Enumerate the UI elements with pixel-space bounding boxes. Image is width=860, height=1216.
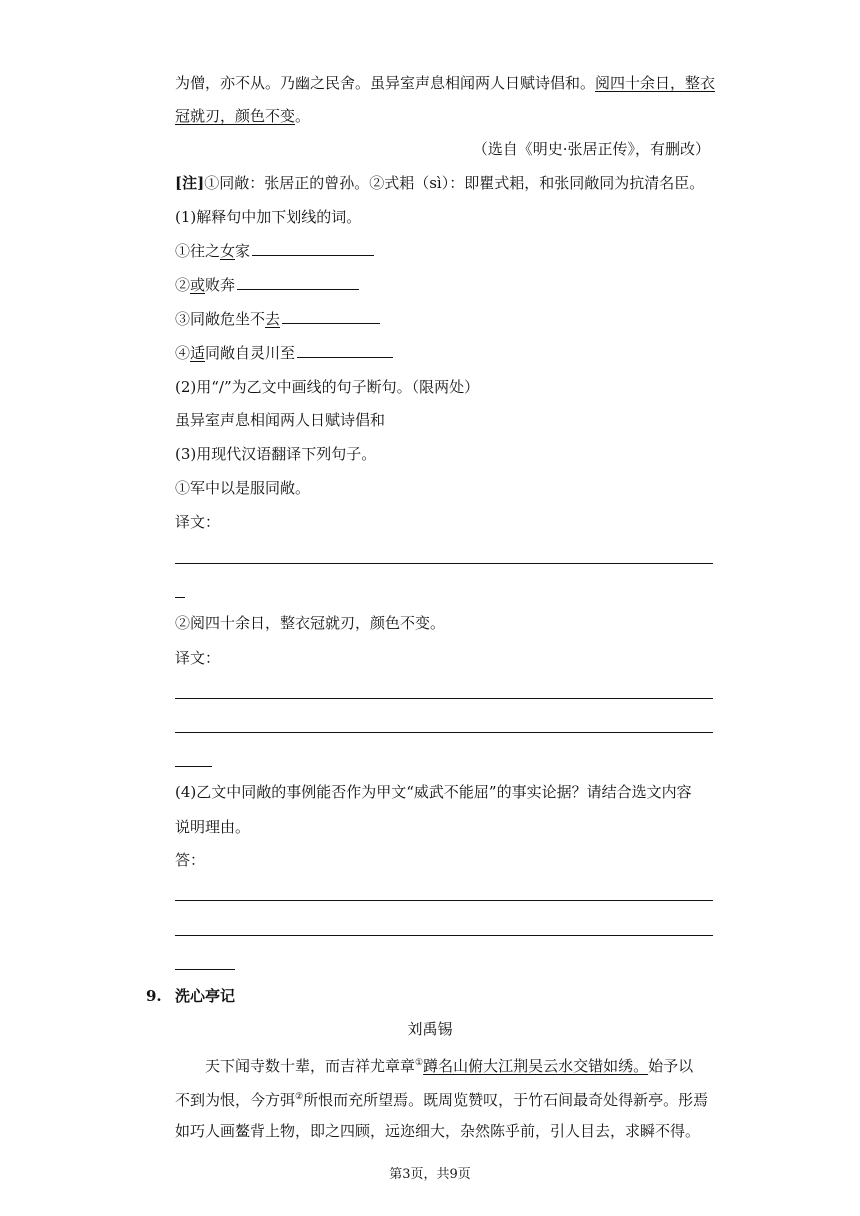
item-prefix: ② xyxy=(175,276,191,294)
passage-text: 所恨而充所望焉。既周览赞叹，于竹石间最奇处得新亭。彤焉 xyxy=(303,1091,709,1109)
question-number: 9. xyxy=(146,987,162,1005)
answer-line[interactable] xyxy=(175,900,713,901)
item-suffix: 同敞自灵川至 xyxy=(205,344,296,362)
underlined-word: 或 xyxy=(190,276,206,294)
punctuation: 。 xyxy=(295,107,311,125)
item-prefix: ③同敞危坐不 xyxy=(175,310,266,328)
answer-blank[interactable] xyxy=(282,309,380,324)
question-3-prompt: (3)用现代汉语翻译下列句子。 xyxy=(175,445,377,463)
item-suffix: 家 xyxy=(235,242,251,260)
q9-passage-line-3: 如巧人画鳌背上物，即之四顾，远迩细大，杂然陈乎前，引人目去，求瞬不得。 xyxy=(175,1122,701,1140)
answer-line[interactable] xyxy=(175,969,235,970)
question-1-item xyxy=(175,343,393,363)
question-4-prompt-line-1: (4)乙文中同敞的事例能否作为甲文“威武不能屈”的事实论据？请结合选文内容 xyxy=(175,783,692,801)
footnote-marker: ① xyxy=(415,1058,424,1068)
passage-text: 不到为恨，今方弭 xyxy=(175,1091,296,1109)
author-name: 刘禹锡 xyxy=(407,1020,453,1038)
passage-text: 为僧，亦不从。乃幽之民舍。虽异室声息相闻两人日赋诗倡和。 xyxy=(175,74,596,92)
answer-label: 译文： xyxy=(175,513,221,531)
question-3-sentence-2: ②阅四十余日，整衣冠就刃，颜色不变。 xyxy=(175,614,446,632)
question-4-prompt-line-2: 说明理由。 xyxy=(175,818,251,836)
question-1-item xyxy=(175,275,359,295)
question-2-prompt: (2)用“/”为乙文中画线的句子断句。（限两处） xyxy=(175,378,480,396)
question-2-sentence: 虽异室声息相闻两人日赋诗倡和 xyxy=(175,411,386,429)
underlined-sentence-part: 冠就刃，颜色不变 xyxy=(175,107,296,125)
annotation-note xyxy=(175,173,704,193)
question-3-sentence-1: ①军中以是服同敞。 xyxy=(175,479,311,497)
footnote-marker: ② xyxy=(295,1092,304,1102)
item-prefix: ①往之 xyxy=(175,242,221,260)
passage-line-1 xyxy=(175,73,715,93)
answer-line[interactable] xyxy=(175,563,713,564)
q9-passage-line-2 xyxy=(175,1087,720,1110)
answer-blank[interactable] xyxy=(252,241,374,256)
question-1-prompt: (1)解释句中加下划线的词。 xyxy=(175,208,362,226)
answer-label: 答： xyxy=(175,851,206,869)
answer-line[interactable] xyxy=(175,698,713,699)
answer-line[interactable] xyxy=(175,766,212,767)
passage-line-2 xyxy=(175,106,310,126)
underlined-sentence: 蹲名山俯大江荆吴云水交错如绣。 xyxy=(423,1057,649,1075)
q9-passage-line-1 xyxy=(175,1053,750,1076)
source-citation: （选自《明史·张居正传》，有删改） xyxy=(472,140,710,158)
item-prefix: ④ xyxy=(175,344,191,362)
answer-line[interactable] xyxy=(175,597,185,598)
underlined-word: 女 xyxy=(220,242,236,260)
note-text: ①同敞：张居正的曾孙。②式耜（sì）：即瞿式耜，和张同敞同为抗清名臣。 xyxy=(204,174,705,192)
passage-text: 天下闻寺数十辈，而吉祥尤章章 xyxy=(205,1057,416,1075)
underlined-sentence-part: 阅四十余日，整衣 xyxy=(595,74,716,92)
page-footer: 第3页，共9页 xyxy=(389,1167,471,1182)
underlined-word: 适 xyxy=(190,344,206,362)
answer-line[interactable] xyxy=(175,732,713,733)
item-suffix: 败奔 xyxy=(205,276,236,294)
underlined-word: 去 xyxy=(265,310,281,328)
answer-blank[interactable] xyxy=(297,343,393,358)
question-title: 洗心亭记 xyxy=(175,987,236,1005)
answer-blank[interactable] xyxy=(237,275,359,290)
answer-label: 译文： xyxy=(175,649,221,667)
answer-line[interactable] xyxy=(175,935,713,936)
question-1-item xyxy=(175,241,374,261)
passage-text: 始予以 xyxy=(648,1057,694,1075)
question-1-item xyxy=(175,309,380,329)
note-label: [注] xyxy=(175,174,205,192)
